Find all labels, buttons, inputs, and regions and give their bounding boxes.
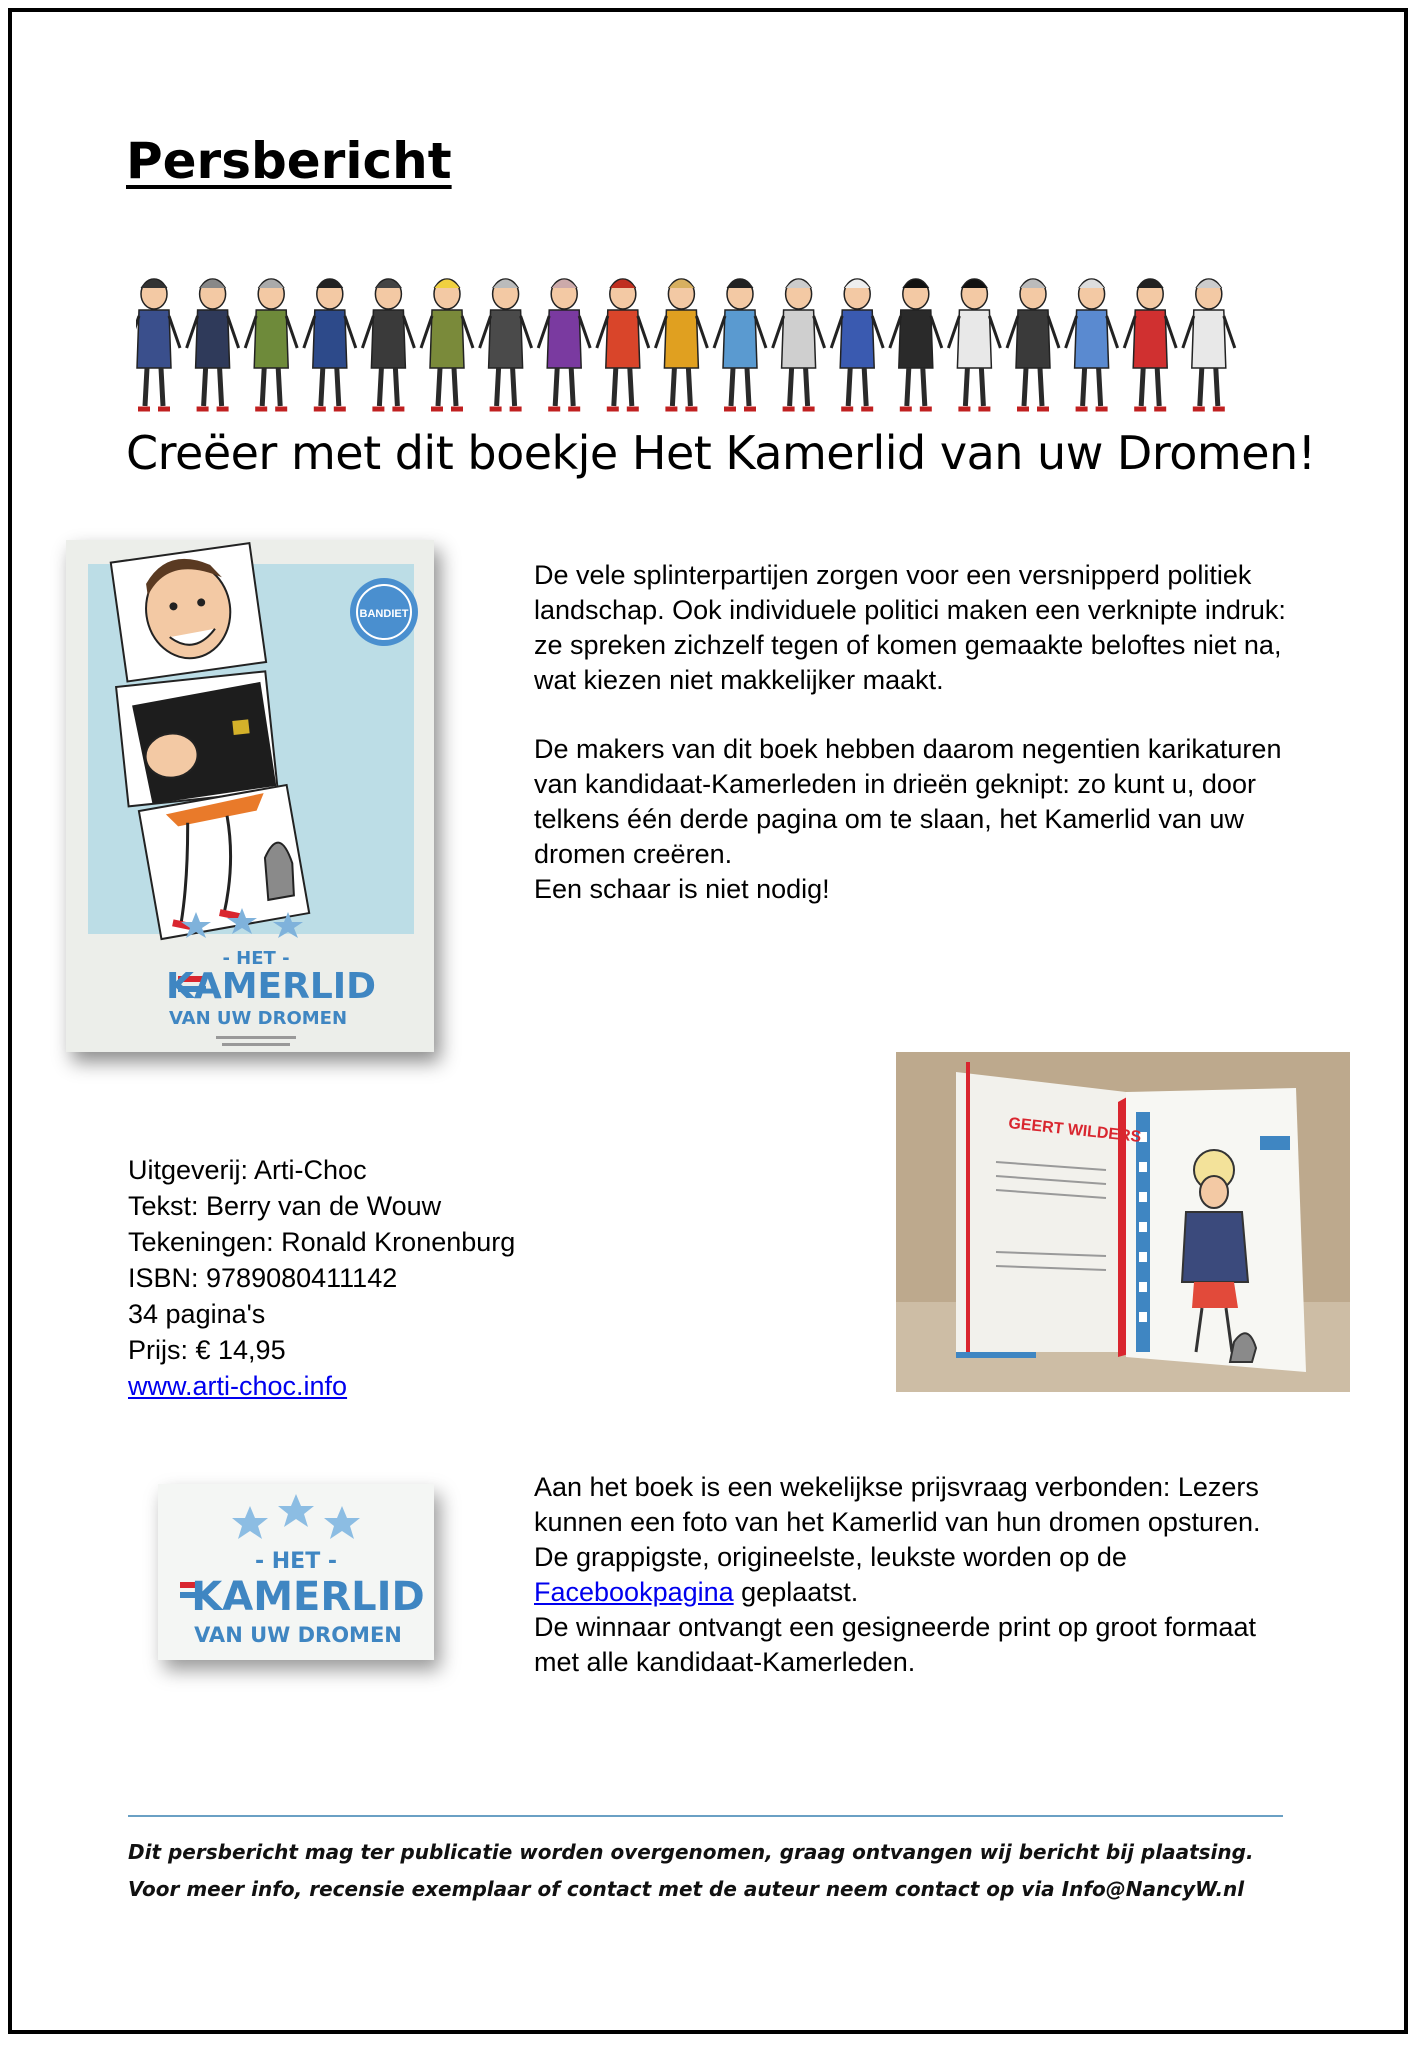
caricature-figure (948, 279, 1000, 409)
caricature-figure (245, 279, 297, 409)
photo-caption: GEERT WILDERS (1007, 1115, 1142, 1146)
contest-text-part1: Aan het boek is een wekelijkse prijsvraag verbonden: Lezers kunnen een foto van het Kamerlid van hun dromen opsturen. De grappigste, origineelste, leukste worden op de (534, 1472, 1261, 1572)
cover-the: - HET - (222, 948, 290, 969)
text-author: Tekst: Berry van de Wouw (128, 1191, 442, 1221)
logo-art (158, 1484, 434, 1660)
caricature-figure (538, 279, 590, 409)
contest-text (534, 1470, 1294, 1680)
contest-paragraph-1 (534, 1470, 1294, 1610)
illustrator: Tekeningen: Ronald Kronenburg (128, 1227, 516, 1257)
footer-divider (128, 1815, 1283, 1817)
logo-the: - HET - (254, 1549, 338, 1574)
book-cover-art (66, 540, 434, 1052)
logo-brand: KAMERLID (191, 1574, 425, 1620)
intro-paragraph-3: Een schaar is niet nodig! (534, 874, 830, 904)
logo-sub: VAN UW DROMEN (194, 1623, 402, 1647)
caricature-figure (597, 279, 649, 409)
book-details (128, 1152, 515, 1404)
book-photo (896, 1052, 1350, 1392)
cover-brand: KAMERLID (165, 966, 377, 1007)
caricature-figure (136, 279, 180, 409)
caricature-figure (655, 279, 707, 409)
intro-paragraph-1: De vele splinterpartijen zorgen voor een versnipperd politiek landschap. Ook individuele politici maken een verknipte indruk: ze spreken zichzelf tegen of komen gemaakte beloftes niet na, wat kiezen niet makkelijker maakt. (534, 560, 1286, 695)
tagline: Creëer met dit boekje Het Kamerlid van uw Dromen! (126, 426, 1316, 480)
caricature-figure (362, 279, 414, 409)
price: Prijs: € 14,95 (128, 1335, 286, 1365)
caricature-figure (1183, 279, 1235, 409)
caricature-figure (421, 279, 473, 409)
intro-paragraph-2: De makers van dit boek hebben daarom negentien karikaturen van kandidaat-Kamerleden in drieën geknipt: zo kunt u, door telkens één derde pagina om te slaan, het Kamerlid van uw dromen creëren. (534, 734, 1282, 869)
page-title: Persbericht (126, 132, 452, 190)
caricature-figure (480, 279, 532, 409)
caricature-figure (187, 279, 239, 409)
contest-text-part2: geplaatst. (733, 1577, 859, 1607)
cover-sub: VAN UW DROMEN (168, 1008, 348, 1029)
caricature-figure (773, 279, 825, 409)
page-count: 34 pagina's (128, 1299, 266, 1329)
contest-paragraph-2: De winnaar ontvangt een gesigneerde print op groot formaat met alle kandidaat-Kamerleden. (534, 1612, 1256, 1677)
caricature-figure (1066, 279, 1118, 409)
caricature-figure (1124, 279, 1176, 409)
book-cover-image (66, 540, 434, 1052)
caricature-figure (714, 279, 766, 409)
book-photo-art (896, 1052, 1350, 1392)
cover-badge: BANDIET (359, 608, 409, 620)
caricature-figure (831, 279, 883, 409)
footer (128, 1834, 1254, 1908)
caricature-figure (304, 279, 356, 409)
footer-line-2: Voor meer info, recensie exemplaar of contact met de auteur neem contact op via Info@NancyW.nl (128, 1877, 1245, 1901)
footer-line-1: Dit persbericht mag ter publicatie worden overgenomen, graag ontvangen wij bericht bij plaatsing. (128, 1840, 1254, 1864)
website-link[interactable]: www.arti-choc.info (128, 1371, 348, 1401)
isbn: ISBN: 9789080411142 (128, 1263, 398, 1293)
intro-text (534, 558, 1294, 907)
facebook-link[interactable]: Facebookpagina (534, 1577, 734, 1607)
kamerlid-logo (158, 1484, 434, 1660)
caricature-figure (1007, 279, 1059, 409)
caricature-strip (136, 268, 1254, 418)
publisher: Uitgeverij: Arti-Choc (128, 1155, 367, 1185)
caricature-figure (890, 279, 942, 409)
